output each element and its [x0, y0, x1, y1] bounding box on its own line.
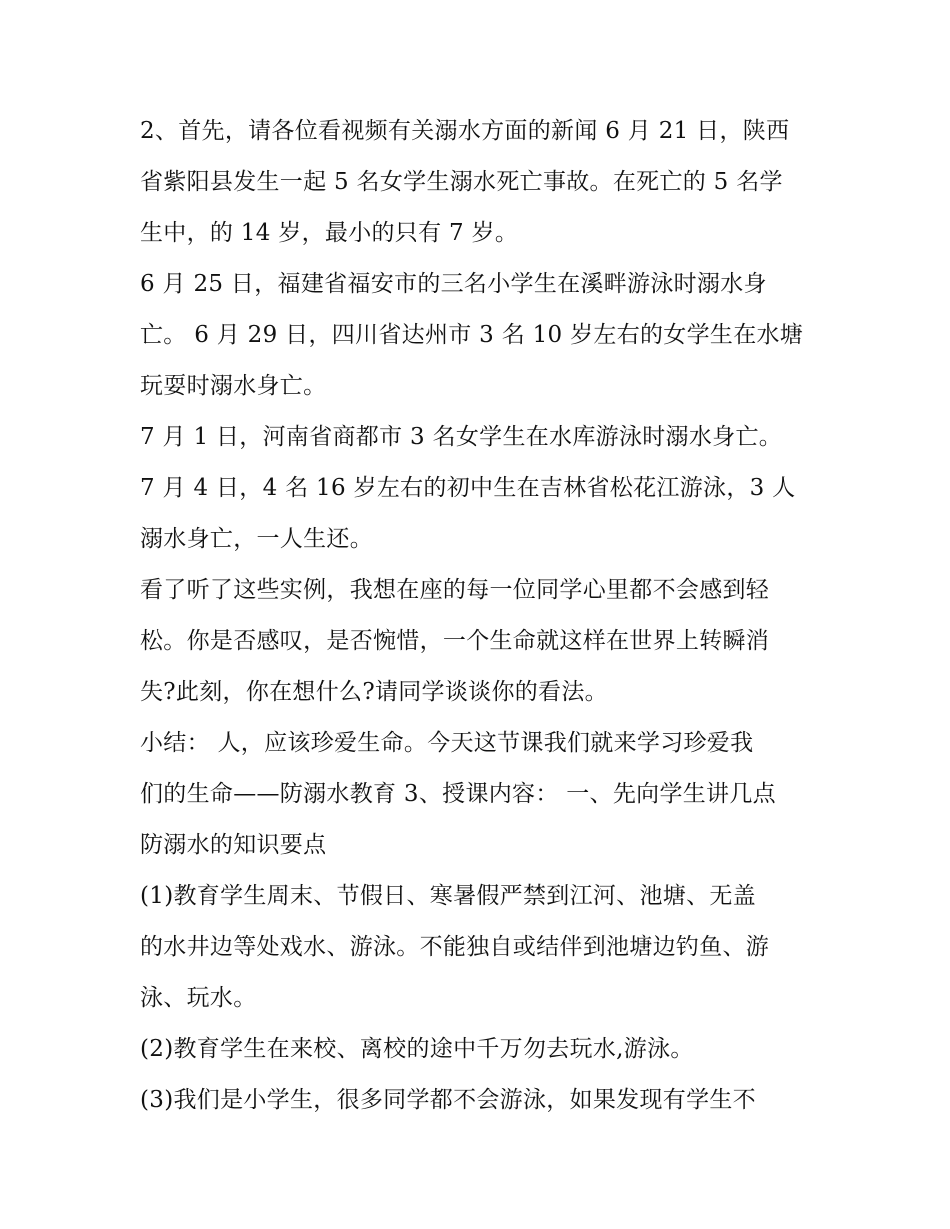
text-line: 玩耍时溺水身亡。 — [140, 373, 327, 399]
text-line: 亡。 6 月 29 日，四川省达州市 3 名 10 岁左右的女学生在水塘 — [140, 322, 804, 348]
text-line: 小结： 人，应该珍爱生命。今天这节课我们就来学习珍爱我 — [140, 730, 754, 756]
text-line: 6 月 25 日，福建省福安市的三名小学生在溪畔游泳时溺水身 — [140, 271, 767, 297]
text-line: 们的生命——防溺水教育 3、授课内容： 一、先向学生讲几点 — [140, 781, 776, 807]
text-line: 生中，的 14 岁，最小的只有 7 岁。 — [140, 220, 519, 246]
text-line: 7 月 4 日，4 名 16 岁左右的初中生在吉林省松花江游泳，3 人 — [140, 475, 796, 501]
text-line: (2)教育学生在来校、离校的途中千万勿去玩水,游泳。 — [140, 1036, 694, 1062]
text-line: 失?此刻，你在想什么?请同学谈谈你的看法。 — [140, 679, 608, 705]
text-line: 泳、玩水。 — [140, 985, 257, 1011]
document-body — [140, 106, 820, 1126]
text-line: 松。你是否感叹，是否惋惜，一个生命就这样在世界上转瞬消 — [140, 628, 770, 654]
text-line: (3)我们是小学生，很多同学都不会游泳，如果发现有学生不 — [140, 1087, 756, 1113]
text-line: 溺水身亡，一人生还。 — [140, 526, 373, 552]
text-line: 2、首先，请各位看视频有关溺水方面的新闻 6 月 21 日，陕西 — [140, 118, 790, 144]
text-line: (1)教育学生周末、节假日、寒暑假严禁到江河、池塘、无盖 — [140, 883, 756, 909]
text-line: 看了听了这些实例，我想在座的每一位同学心里都不会感到轻 — [140, 577, 770, 603]
text-line: 7 月 1 日，河南省商都市 3 名女学生在水库游泳时溺水身亡。 — [140, 424, 783, 450]
text-line: 防溺水的知识要点 — [140, 832, 327, 858]
text-line: 省紫阳县发生一起 5 名女学生溺水死亡事故。在死亡的 5 名学 — [140, 169, 783, 195]
text-line: 的水井边等处戏水、游泳。不能独自或结伴到池塘边钓鱼、游 — [140, 934, 770, 960]
